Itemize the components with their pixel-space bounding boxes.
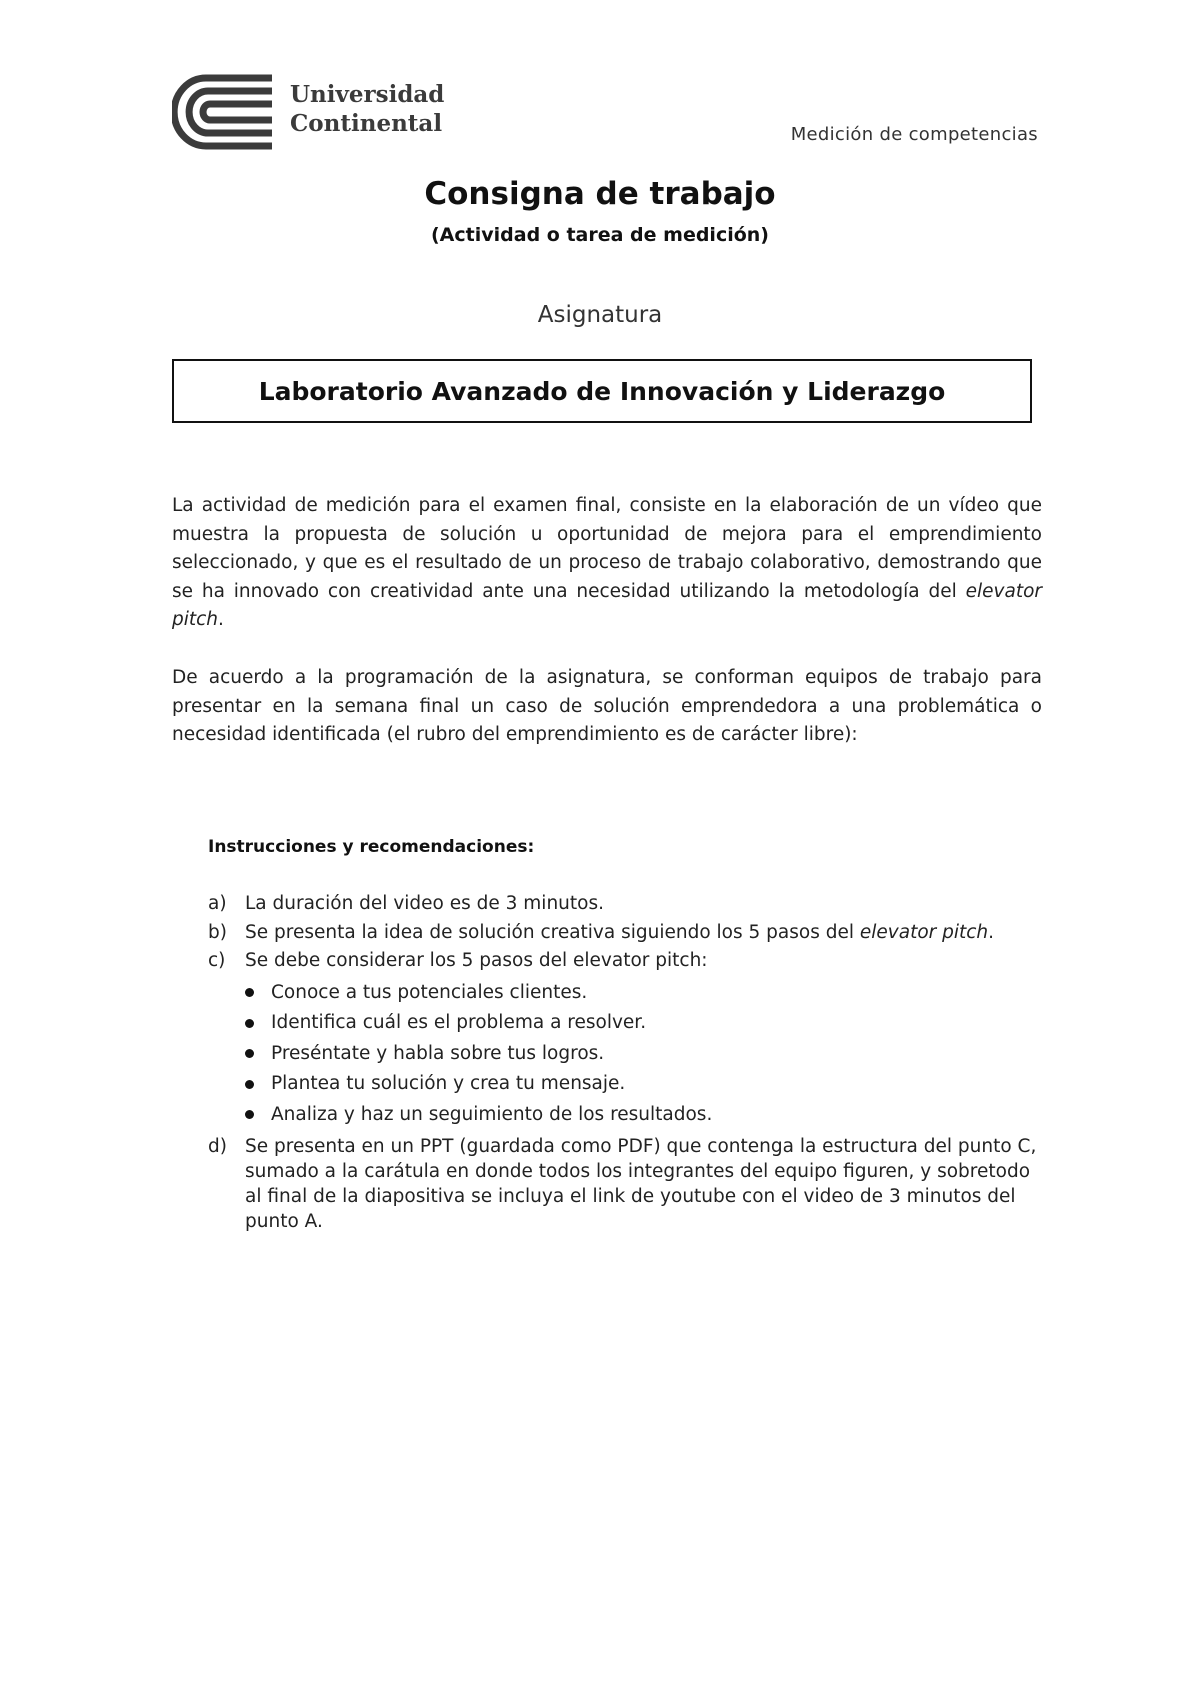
paragraph-activity bbox=[172, 492, 1042, 635]
page-title: Consigna de trabajo bbox=[424, 176, 776, 212]
list-item-text-italic: elevator pitch bbox=[859, 921, 989, 943]
list-item bbox=[208, 919, 1038, 948]
list-item bbox=[208, 1134, 1038, 1234]
list-item-text-end: . bbox=[988, 921, 995, 943]
bullet-item bbox=[245, 978, 1038, 1009]
list-item-text-main: Se presenta la idea de solución creativa siguiendo los 5 pasos del bbox=[245, 921, 854, 943]
instructions-list bbox=[208, 890, 1038, 1234]
bullet-icon bbox=[245, 1080, 254, 1089]
list-item bbox=[208, 890, 1038, 919]
list-item-text bbox=[245, 919, 1038, 948]
bullet-icon bbox=[245, 988, 254, 997]
bullet-item bbox=[245, 1039, 1038, 1070]
list-item-text: Se presenta en un PPT (guardada como PDF) que contenga la estructura del punto C, sumado a la carátula en donde todos los integrantes del equipo figuren, y sobretodo al final de la diapositiva se incluya el link de youtube con el video de 3 minutos del punto A. bbox=[245, 1136, 1037, 1232]
bullet-text: Analiza y haz un seguimiento de los resultados. bbox=[271, 1103, 713, 1125]
list-item-text: La duración del video es de 3 minutos. bbox=[245, 893, 604, 914]
bullet-item bbox=[245, 1069, 1038, 1100]
subject-label: Asignatura bbox=[537, 302, 663, 328]
list-marker: c) bbox=[208, 950, 226, 971]
paragraph-activity-end: . bbox=[218, 609, 224, 630]
list-marker: b) bbox=[208, 921, 227, 943]
university-logo bbox=[172, 74, 452, 154]
continental-c-logo-icon bbox=[172, 74, 280, 150]
bullet-icon bbox=[245, 1049, 254, 1058]
bullet-item bbox=[245, 1008, 1038, 1039]
paragraph-program: De acuerdo a la programación de la asignatura, se conforman equipos de trabajo para presentar en la semana final un caso de solución emprendedora a una problemática o necesidad identificada (el rubro del emprendimiento es de carácter libre): bbox=[172, 667, 1042, 745]
bullet-icon bbox=[245, 1110, 254, 1119]
logo-wordmark bbox=[290, 80, 444, 138]
bullet-text: Preséntate y habla sobre tus logros. bbox=[271, 1042, 605, 1064]
bullet-text: Identifica cuál es el problema a resolver. bbox=[271, 1012, 647, 1033]
bullet-icon bbox=[245, 1019, 254, 1028]
list-item bbox=[208, 947, 1038, 976]
list-item-text: Se debe considerar los 5 pasos del elevator pitch: bbox=[245, 950, 708, 971]
bullet-item bbox=[245, 1100, 1038, 1131]
page-subtitle: (Actividad o tarea de medición) bbox=[431, 224, 769, 246]
list-marker: a) bbox=[208, 893, 227, 914]
list-marker: d) bbox=[208, 1136, 227, 1157]
logo-line-2: Continental bbox=[290, 110, 443, 137]
bullet-text: Conoce a tus potenciales clientes. bbox=[271, 981, 588, 1003]
bullet-text: Plantea tu solución y crea tu mensaje. bbox=[271, 1073, 626, 1094]
subject-name: Laboratorio Avanzado de Innovación y Liderazgo bbox=[258, 376, 946, 406]
instructions-title: Instrucciones y recomendaciones: bbox=[208, 837, 535, 857]
pitch-steps-list bbox=[245, 978, 1038, 1131]
subject-name-box bbox=[172, 359, 1032, 423]
header-category: Medición de competencias bbox=[790, 124, 1038, 145]
paragraph-activity-italic: elevator pitch bbox=[172, 580, 1042, 630]
paragraph-activity-text: La actividad de medición para el examen final, consiste en la elaboración de un vídeo que muestra la propuesta de solución u oportunidad de mejora para el emprendimiento seleccionado, y que es el resultado de un proceso de trabajo colaborativo, demostrando que se ha innovado con creatividad ante una necesidad utilizando la metodología del bbox=[172, 495, 1042, 602]
logo-line-1: Universidad bbox=[290, 81, 445, 108]
